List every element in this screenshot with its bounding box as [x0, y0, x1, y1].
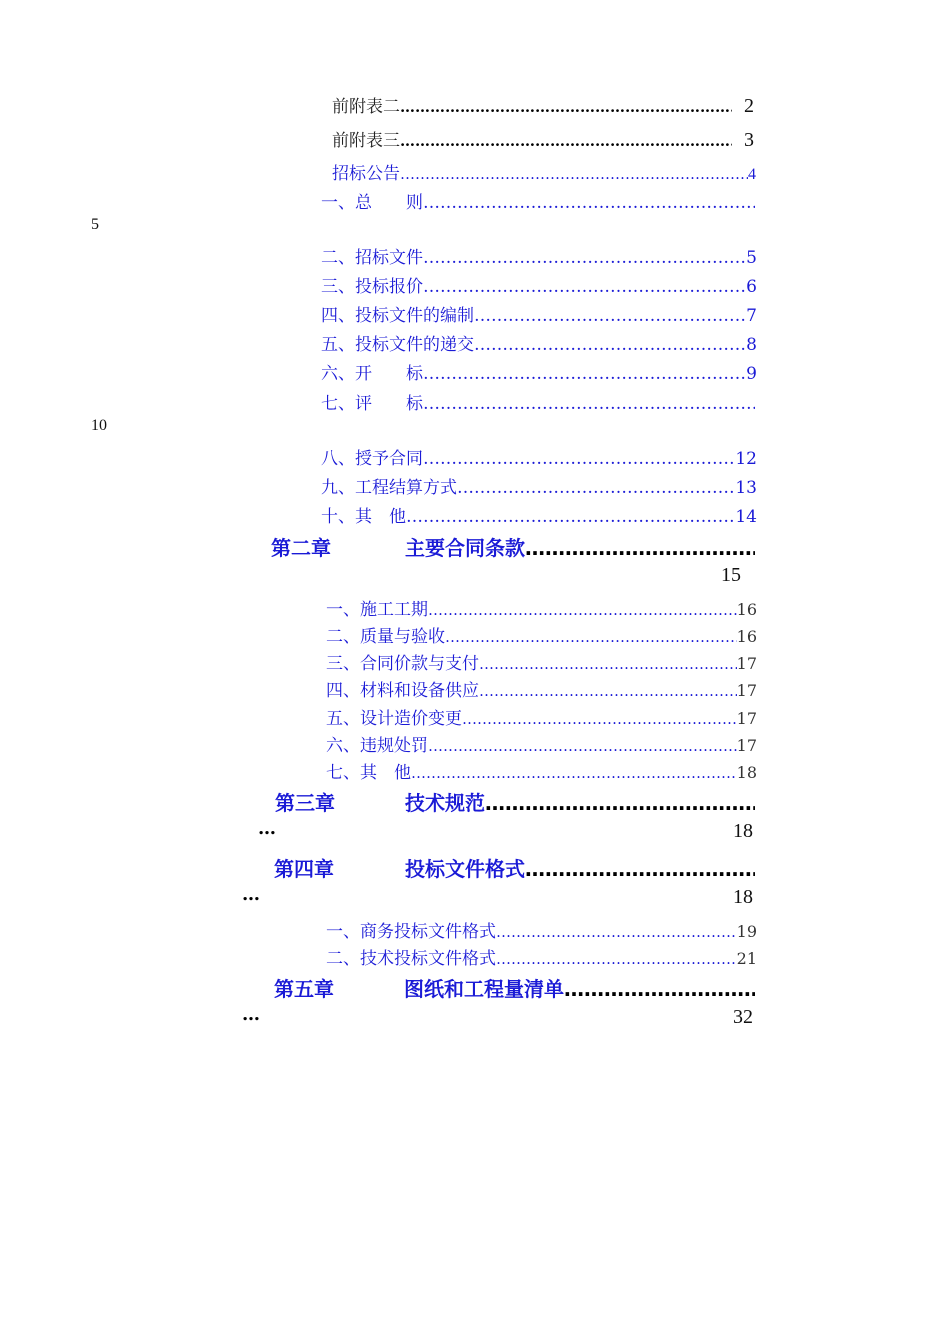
toc-page-number: 32 [733, 1006, 753, 1028]
toc-page-number: 17 [736, 654, 757, 673]
toc-page-number: 18 [733, 820, 753, 842]
toc-entry-label: 五、投标文件的递交 [321, 335, 474, 355]
toc-entry-label: 二、质量与验收 [326, 627, 445, 647]
toc-entry-general[interactable] [321, 188, 755, 213]
leader-dots [564, 977, 755, 1001]
chapter-number: 第二章 [271, 536, 331, 560]
leader-dots [474, 306, 746, 326]
leader-dots [457, 478, 735, 498]
toc-entry-label: 招标公告 [332, 164, 400, 184]
leader-dots [400, 98, 732, 116]
toc-entry-label: 五、设计造价变更 [326, 709, 462, 729]
leader-dots [423, 394, 755, 414]
toc-chapter-4[interactable] [274, 853, 755, 882]
leader-dots [485, 791, 755, 815]
toc-entry-label: 六、开 标 [321, 364, 423, 384]
leader-dots [496, 950, 737, 968]
toc-page-number: 16 [736, 627, 757, 646]
toc-entry-front-table-3[interactable] [332, 126, 754, 152]
leader-dots [428, 737, 737, 755]
toc-page-number: 13 [735, 478, 757, 498]
toc-entry-other[interactable] [321, 502, 757, 527]
chapter-title: 投标文件格式 [405, 857, 525, 881]
toc-page-number: 14 [735, 507, 757, 527]
toc-page-number: 4 [748, 166, 756, 183]
leader-dots [479, 682, 737, 700]
toc-page-number: 12 [735, 449, 757, 469]
toc-entry-bidding-docs[interactable] [321, 243, 757, 268]
toc-entry-label: 二、技术投标文件格式 [326, 949, 496, 969]
chapter-title: 主要合同条款 [405, 536, 525, 560]
toc-entry-label: 一、总 则 [321, 193, 423, 213]
leader-dots [423, 449, 735, 469]
toc-page-number: 8 [746, 335, 757, 355]
chapter-number: 第四章 [274, 857, 334, 881]
leader-dots-continued: … [258, 818, 276, 839]
toc-entry-contract-award[interactable] [321, 444, 757, 469]
leader-dots [423, 248, 746, 268]
toc-page-number: 21 [736, 949, 757, 968]
leader-dots [423, 193, 755, 213]
toc-entry-label: 六、违规处罚 [326, 736, 428, 756]
toc-page-number: 17 [736, 681, 757, 700]
toc-entry-settlement[interactable] [321, 473, 757, 498]
toc-entry-label: 一、商务投标文件格式 [326, 922, 496, 942]
toc-page-number: 7 [746, 306, 757, 326]
toc-entry-business-bid-format[interactable] [326, 917, 757, 942]
leader-dots [423, 277, 746, 297]
toc-page-number: 9 [746, 364, 757, 384]
toc-entry-construction-period[interactable] [326, 595, 757, 620]
toc-page-number: 5 [91, 216, 99, 233]
toc-entry-design-change[interactable] [326, 704, 757, 729]
toc-entry-label: 七、评 标 [321, 394, 423, 414]
toc-entry-tender-notice[interactable] [332, 159, 756, 184]
toc-entry-label: 三、投标报价 [321, 277, 423, 297]
leader-dots-continued: … [242, 1004, 260, 1025]
toc-entry-front-table-2[interactable] [332, 92, 754, 118]
toc-page-number: 16 [736, 600, 757, 619]
toc-entry-contract-price[interactable] [326, 649, 757, 674]
leader-dots [479, 655, 737, 673]
leader-dots [406, 507, 735, 527]
toc-page-number: 19 [736, 922, 757, 941]
toc-entry-quality-acceptance[interactable] [326, 622, 757, 647]
toc-page-number: 5 [746, 248, 757, 268]
toc-entry-label: 前附表三 [332, 131, 400, 151]
toc-entry-bid-opening[interactable] [321, 359, 757, 384]
toc-entry-label: 八、授予合同 [321, 449, 423, 469]
toc-page-number: 18 [733, 886, 753, 908]
toc-entry-technical-bid-format[interactable] [326, 944, 757, 969]
leader-dots [525, 857, 755, 881]
toc-entry-label: 一、施工工期 [326, 600, 428, 620]
toc-entry-label: 四、材料和设备供应 [326, 681, 479, 701]
leader-dots [462, 710, 737, 728]
toc-entry-bid-preparation[interactable] [321, 301, 757, 326]
leader-dots [423, 364, 746, 384]
toc-entry-label: 三、合同价款与支付 [326, 654, 479, 674]
toc-entry-label: 九、工程结算方式 [321, 478, 457, 498]
toc-page-number: 10 [91, 417, 107, 434]
toc-chapter-5[interactable] [274, 973, 755, 1002]
toc-entry-bid-quote[interactable] [321, 272, 757, 297]
toc-entry-label: 十、其 他 [321, 507, 406, 527]
toc-chapter-3[interactable] [275, 787, 755, 816]
toc-page-number: 2 [744, 95, 754, 117]
toc-page-number: 15 [721, 564, 741, 586]
chapter-title: 图纸和工程量清单 [404, 977, 564, 1001]
leader-dots [474, 335, 746, 355]
toc-page-number: 17 [736, 736, 757, 755]
chapter-number: 第三章 [275, 791, 335, 815]
chapter-number: 第五章 [274, 977, 334, 1001]
toc-chapter-2[interactable] [271, 532, 755, 561]
leader-dots [496, 923, 737, 941]
leader-dots [428, 601, 737, 619]
toc-entry-label: 七、其 他 [326, 763, 411, 783]
leader-dots [445, 628, 737, 646]
chapter-title: 技术规范 [405, 791, 485, 815]
toc-entry-label: 前附表二 [332, 97, 400, 117]
toc-entry-violation-penalty[interactable] [326, 731, 757, 756]
toc-entry-materials-supply[interactable] [326, 676, 757, 701]
toc-entry-bid-evaluation[interactable] [321, 389, 755, 414]
leader-dots [400, 165, 748, 183]
toc-page-number: 3 [744, 129, 754, 151]
toc-entry-label: 二、招标文件 [321, 248, 423, 268]
toc-page-number: 18 [736, 763, 757, 782]
toc-entry-label: 四、投标文件的编制 [321, 306, 474, 326]
leader-dots [400, 132, 732, 150]
toc-page-number: 17 [736, 709, 757, 728]
toc-entry-bid-submission[interactable] [321, 330, 757, 355]
toc-entry-other-2[interactable] [326, 758, 757, 783]
leader-dots-continued: … [242, 884, 260, 905]
toc-page-number: 6 [746, 277, 757, 297]
leader-dots [411, 764, 737, 782]
leader-dots [525, 536, 755, 560]
